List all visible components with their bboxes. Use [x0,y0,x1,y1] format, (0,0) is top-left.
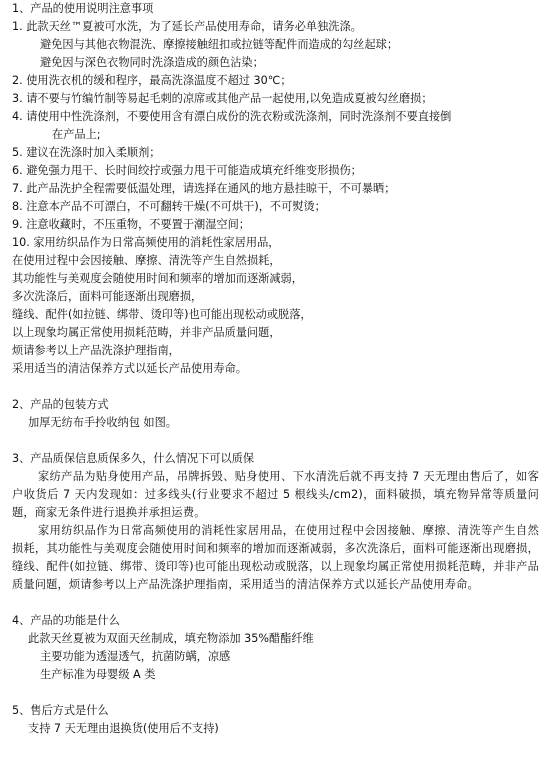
s1-line-8: 5. 建议在洗涤时加入柔顺剂； [12,146,161,159]
section-3-title: 3、产品质保信息质保多久，什么情况下可以质保 [12,452,255,465]
s1-line-5: 3. 请不要与竹编竹制等易起毛刺的凉席或其他产品一起使用,以免造成夏被勾丝磨损； [12,92,433,105]
s4-line-2: 主要功能为透湿透气，抗菌防螨，凉感 [40,650,231,663]
s1-line-20: 采用适当的清洁保养方式以延长产品使用寿命。 [12,362,247,375]
s5-line: 支持 7 天无理由退换货(使用后不支持) [28,722,219,735]
s1-line-1: 1. 此款天丝™夏被可水洗，为了延长产品使用寿命，请务必单独洗涤。 [12,20,362,33]
s1-line-2: 避免因与其他衣物混洗、摩擦接触纽扣或拉链等配件而造成的勾丝起球； [40,38,399,51]
s1-line-6: 4. 请使用中性洗涤剂，不要使用含有漂白成份的洗衣粉或洗涤剂，同时洗涤剂不要直接倒 [12,110,452,123]
section-2-title: 2、产品的包装方式 [12,398,109,411]
s1-line-3: 避免因与深色衣物同时洗涤造成的颜色沾染； [40,56,264,69]
s1-line-14: 在使用过程中会因接触、摩擦、清洗等产生自然损耗， [12,254,281,267]
s2-line: 加厚无纺布手拎收纳包 如图。 [28,416,177,429]
s4-line-3: 生产标准为母婴级 A 类 [40,668,156,681]
s1-line-10: 7. 此产品洗护全程需要低温处理，请选择在通风的地方悬挂晾干，不可暴晒； [12,182,396,195]
s1-line-13: 10. 家用纺织品作为日常高频使用的消耗性家居用品， [12,236,280,249]
s3-paragraph-1: 家纺产品为贴身使用产品，吊牌拆毁、贴身使用、下水清洗后就不再支持 7 天无理由售后了，如客户收货后 7 天内发现如：过多线头(行业要求不超过 5 根线头/cm2)，面料破损，填充物异常等质量问题，商家无条件进行退换并承担运费。 [12,470,539,519]
spacer [12,378,539,396]
s1-line-17: 缝线、配件(如拉链、绑带、烫印等)也可能出现松动或脱落， [12,308,312,321]
section-5-title: 5、售后方式是什么 [12,704,109,717]
section-1-title: 1、产品的使用说明注意事项 [12,2,154,15]
s1-line-9: 6. 避免强力甩干、长时间绞拧或强力甩干可能造成填充纤维变形损伤； [12,164,362,177]
spacer [12,432,539,450]
s1-line-12: 9. 注意收藏时，不压重物，不要置于潮湿空间； [12,218,250,231]
s1-line-19: 烦请参考以上产品洗涤护理指南， [12,344,180,357]
s3-paragraph-2: 家用纺织品作为日常高频使用的消耗性家居用品，在使用过程中会因接触、摩擦、清洗等产生自然损耗，其功能性与美观度会随使用时间和频率的增加而逐渐减弱，多次洗涤后，面料可能逐渐出现磨损，缝线、配件(如拉链、绑带、烫印等)也可能出现松动或脱落，以上现象均属正常使用损耗范畴，并非产品质量问题，烦请参考以上产品洗涤护理指南，采用适当的清洁保养方式以延长产品使用寿命。 [12,524,539,591]
s1-line-4: 2. 使用洗衣机的缓和程序，最高洗涤温度不超过 30℃； [12,74,292,87]
s1-line-16: 多次洗涤后，面料可能逐渐出现磨损， [12,290,203,303]
s1-line-18: 以上现象均属正常使用损耗范畴，并非产品质量问题， [12,326,281,339]
s1-line-11: 8. 注意本产品不可漂白，不可翻转干燥(不可烘干)，不可熨烫； [12,200,326,213]
s1-line-7: 在产品上; [52,128,101,141]
spacer [12,594,539,612]
section-4-title: 4、产品的功能是什么 [12,614,120,627]
s1-line-15: 其功能性与美观度会随使用时间和频率的增加而逐渐减弱， [12,272,303,285]
s4-line-1: 此款天丝夏被为双面天丝制成，填充物添加 35%醋酯纤维 [28,632,314,645]
spacer [12,684,539,702]
